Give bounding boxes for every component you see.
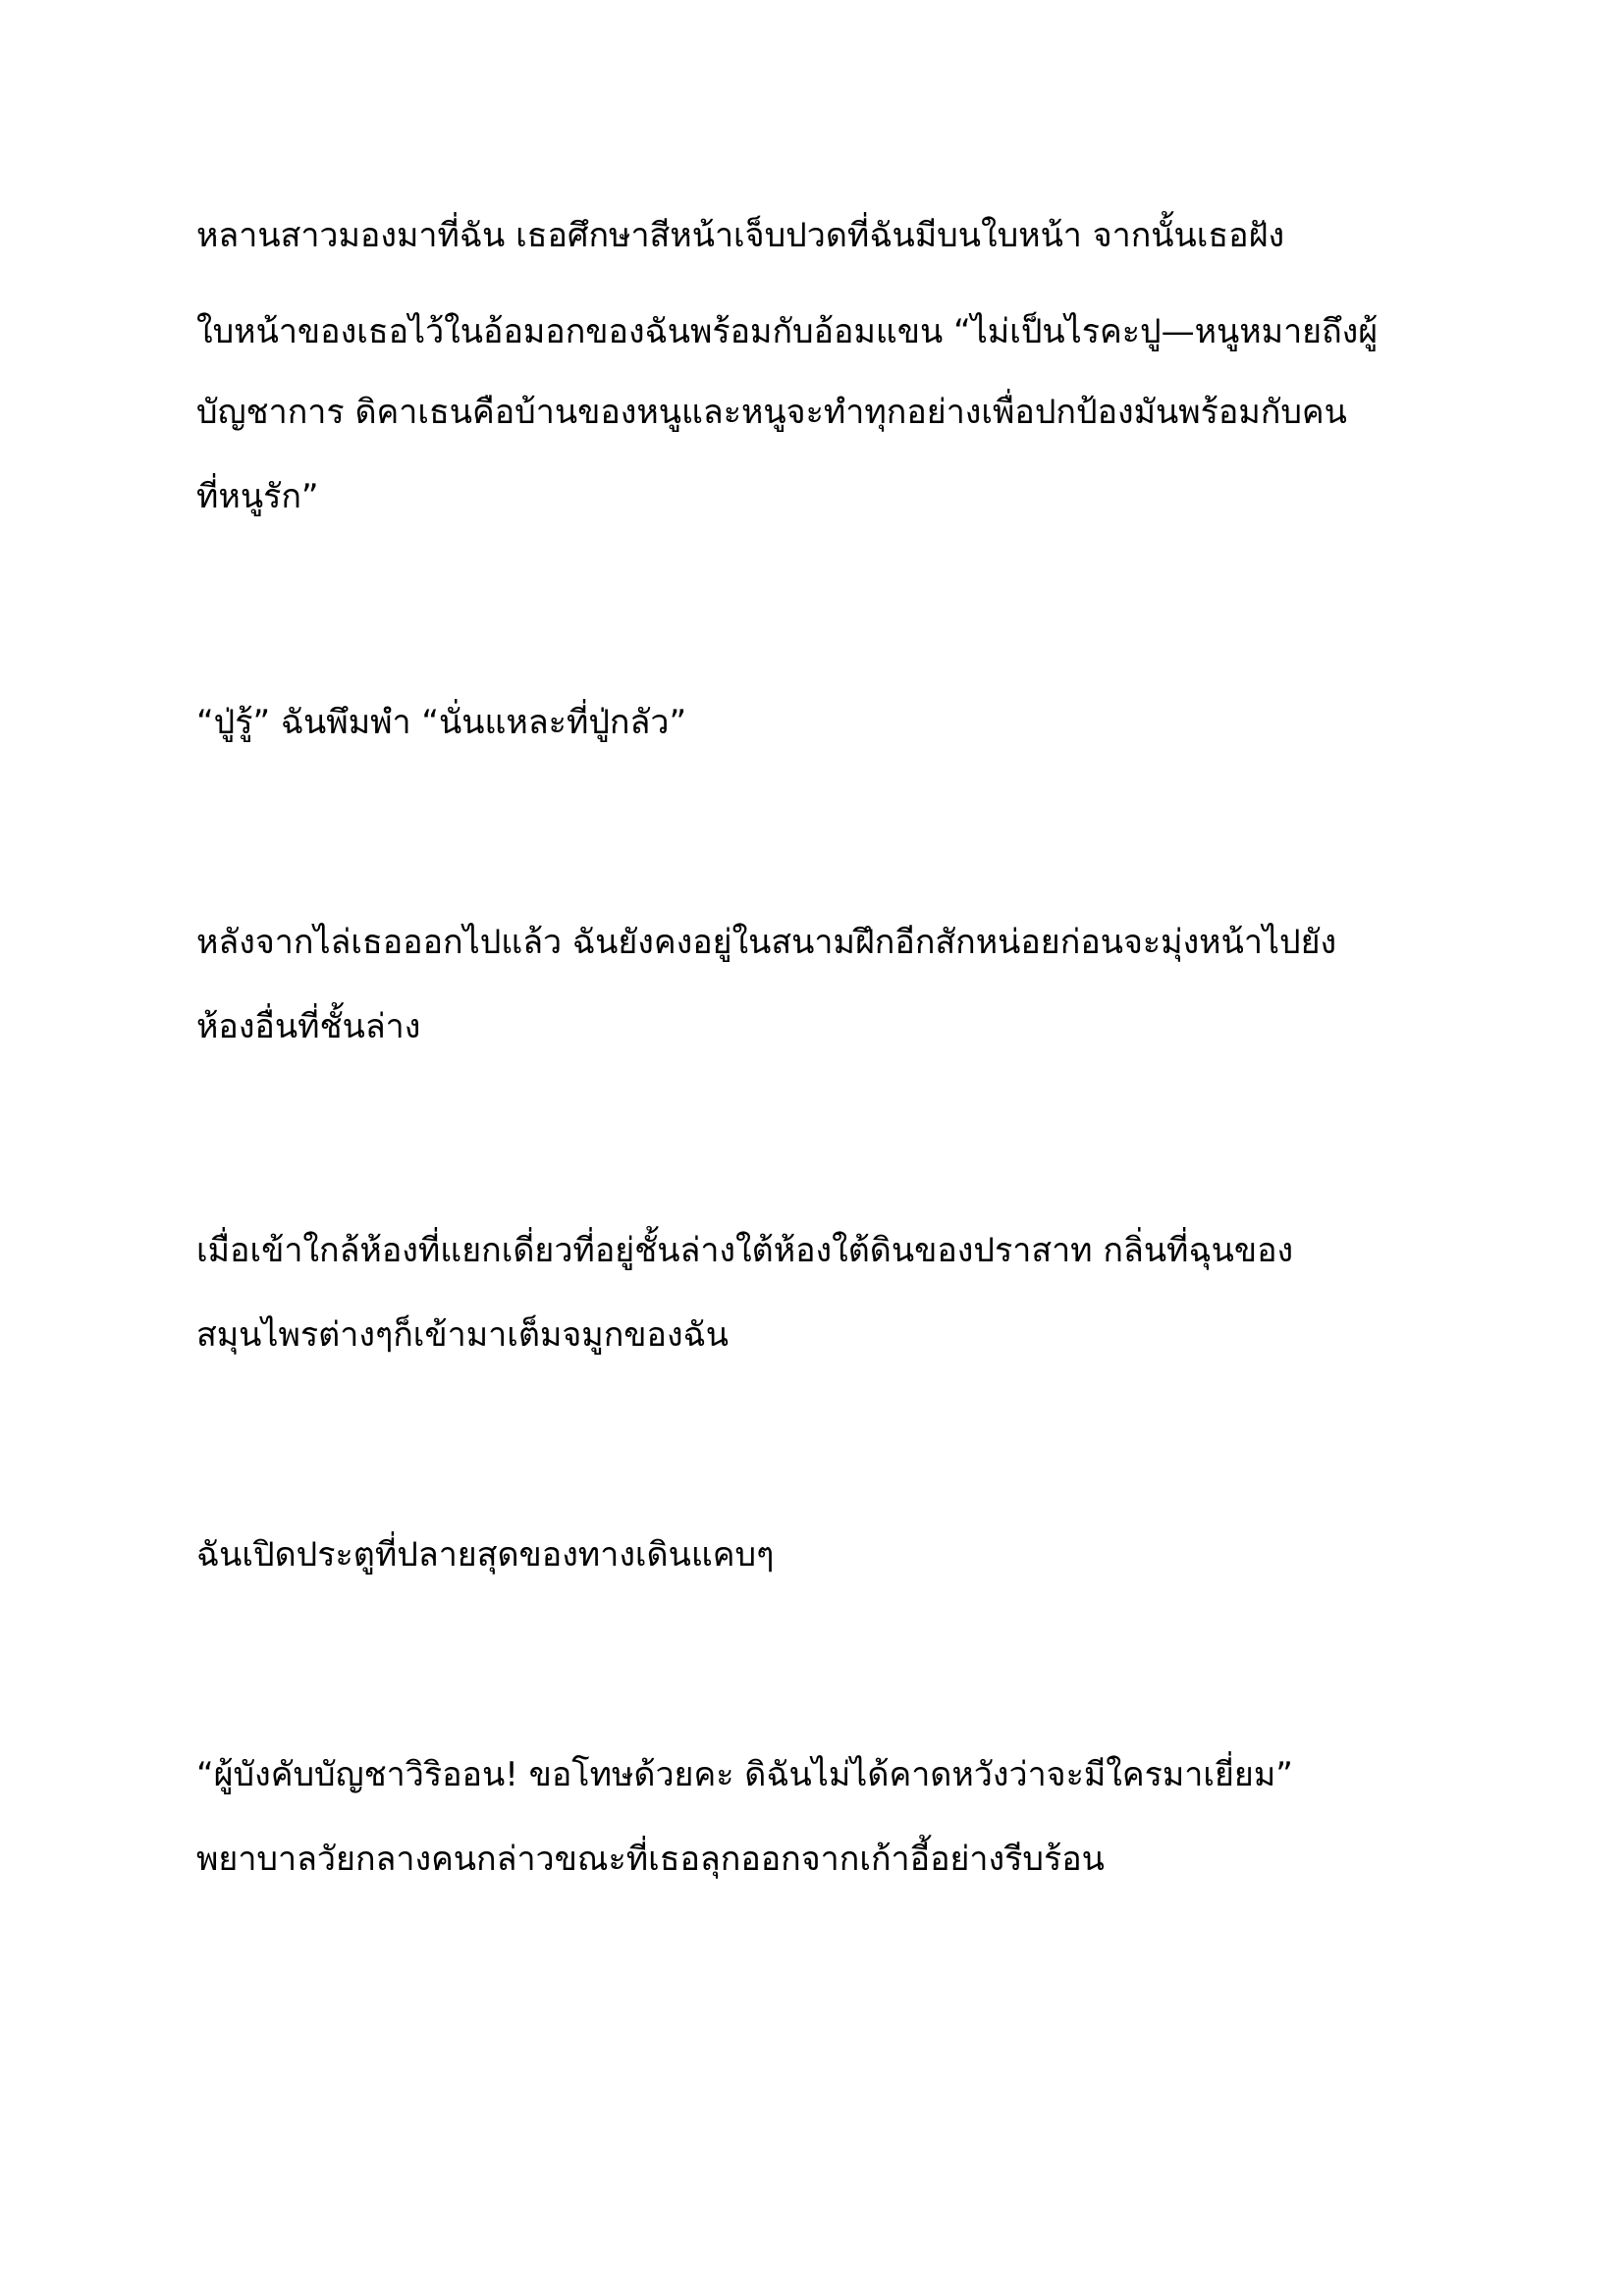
text-line: ที่หนูรัก”	[196, 477, 319, 516]
text-line: หลานสาวมองมาที่ฉัน เธอศึกษาสีหน้าเจ็บปวดที่ฉันมีบนใบหน้า จากนั้นเธอฝัง	[196, 216, 1285, 255]
text-line: พยาบาลวัยกลางคนกล่าวขณะที่เธอลุกออกจากเก้าอี้อย่างรีบร้อน	[196, 1840, 1105, 1879]
text-line: หลังจากไล่เธอออกไปแล้ว ฉันยังคงอยู่ในสนามฝึกอีกสักหน่อยก่อนจะมุ่งหน้าไปยัง	[196, 923, 1337, 962]
text-line: เมื่อเข้าใกล้ห้องที่แยกเดี่ยวที่อยู่ชั้นล่างใต้ห้องใต้ดินของปราสาท กลิ่นที่ฉุนของ	[196, 1231, 1294, 1270]
text-line: “ปู่รู้” ฉันพึมพำ “นั่นแหละที่ปู่กลัว”	[196, 703, 687, 742]
text-line: ใบหน้าของเธอไว้ในอ้อมอกของฉันพร้อมกับอ้อมแขน “ไม่เป็นไรคะปู—หนูหมายถึงผู้	[196, 312, 1379, 351]
text-line: ฉันเปิดประตูที่ปลายสุดของทางเดินแคบๆ	[196, 1535, 775, 1575]
text-line: ห้องอื่นที่ชั้นล่าง	[196, 1007, 421, 1046]
text-line: สมุนไพรต่างๆก็เข้ามาเต็มจมูกของฉัน	[196, 1315, 729, 1355]
text-line: บัญชาการ ดิคาเธนคือบ้านของหนูและหนูจะทำทุกอย่างเพื่อปกป้องมันพร้อมกับคน	[196, 393, 1347, 432]
text-line: “ผู้บังคับบัญชาวิริออน! ขอโทษด้วยคะ ดิฉันไม่ได้คาดหวังว่าจะมีใครมาเยี่ยม”	[196, 1755, 1293, 1794]
